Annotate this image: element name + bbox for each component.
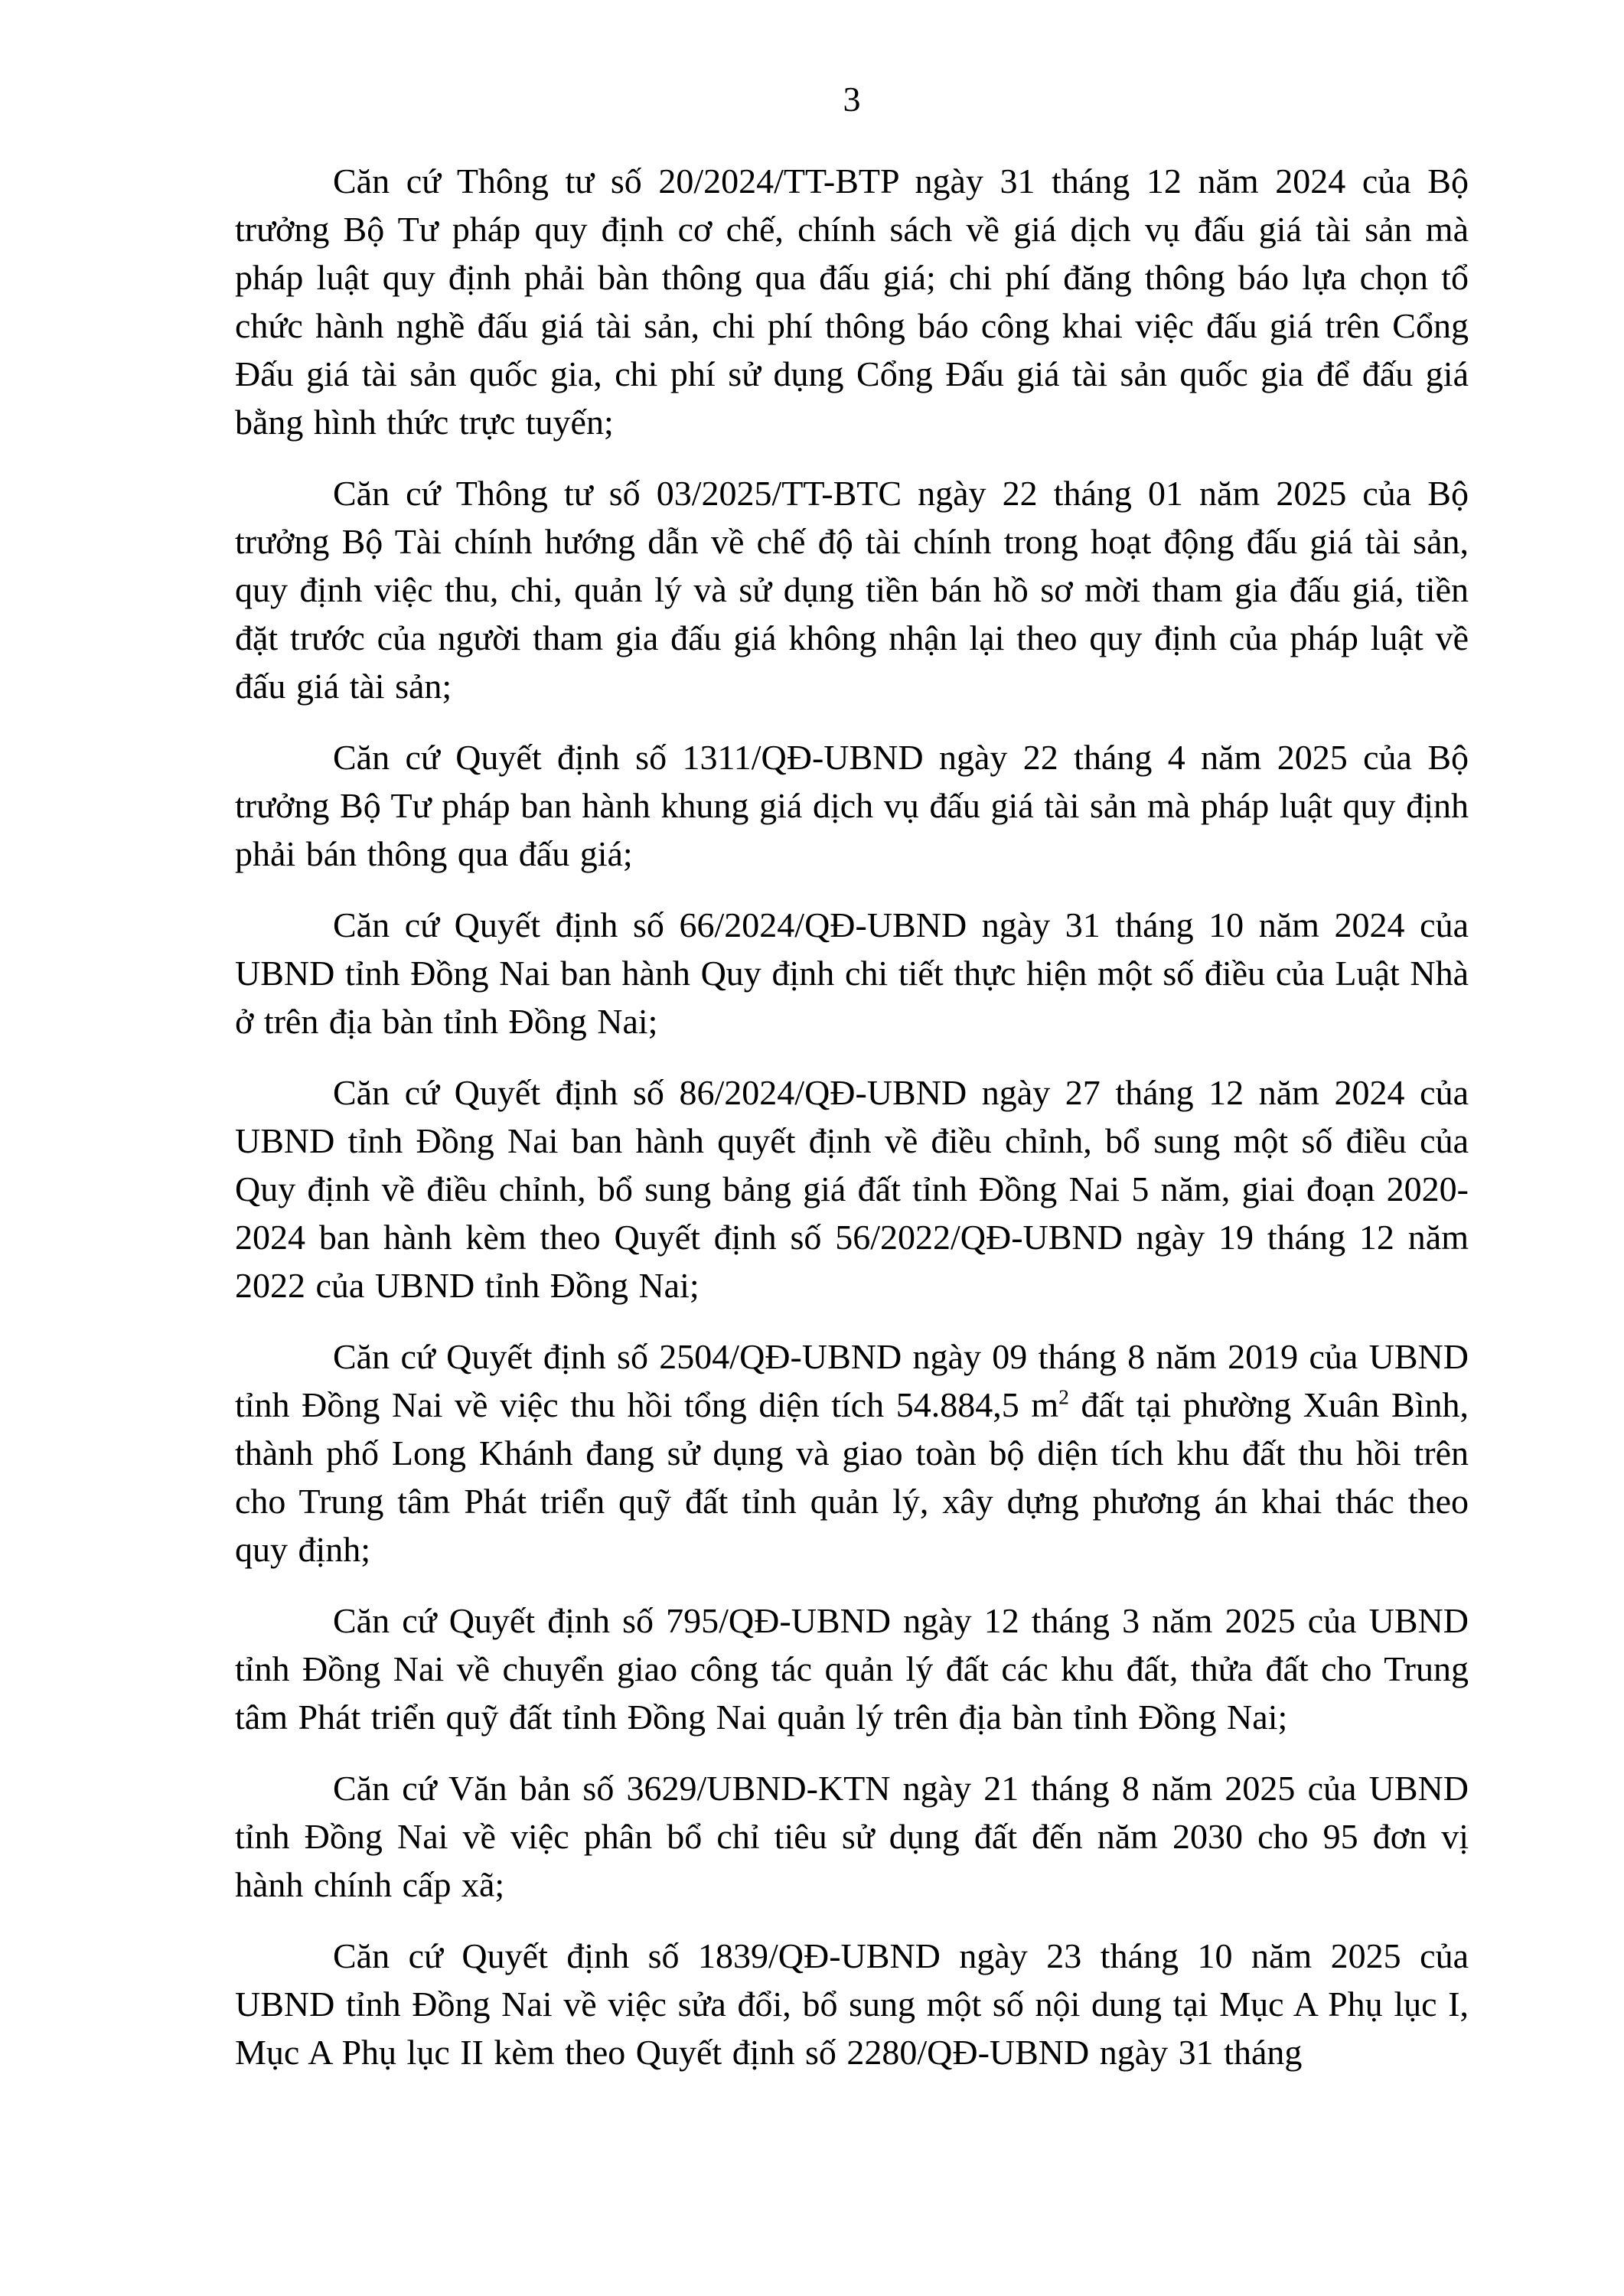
- paragraph: [235, 1332, 1469, 1574]
- paragraph: [235, 1596, 1469, 1741]
- text-run: Căn cứ Quyết định số 1311/QĐ-UBND ngày 22 tháng 4 năm 2025 của Bộ trưởng Bộ Tư pháp ban hành khung giá dịch vụ đấu giá tài sản mà pháp luật quy định phải bán thông qua đấu giá;: [235, 738, 1469, 873]
- text-run: Căn cứ Quyết định số 2504/QĐ-UBND ngày 09 tháng 8 năm 2019 của UBND tỉnh Đồng Nai về việc thu hồi tổng diện tích 54.884,5 m: [235, 1337, 1469, 1424]
- page-number: 3: [843, 80, 861, 119]
- document-body: [235, 157, 1469, 2076]
- paragraph: [235, 1932, 1469, 2076]
- paragraph: [235, 733, 1469, 878]
- text-run: đất tại phường Xuân Bình, thành phố Long Khánh đang sử dụng và giao toàn bộ diện tích khu đất thu hồi trên cho Trung tâm Phát triển quỹ đất tỉnh quản lý, xây dựng phương án khai thác theo quy định;: [235, 1385, 1469, 1569]
- text-run: Căn cứ Thông tư số 20/2024/TT-BTP ngày 31 tháng 12 năm 2024 của Bộ trưởng Bộ Tư pháp quy định cơ chế, chính sách về giá dịch vụ đấu giá tài sản mà pháp luật quy định phải bàn thông qua đấu giá; chi phí đăng thông báo lựa chọn tổ chức hành nghề đấu giá tài sản, chi phí thông báo công khai việc đấu giá trên Cổng Đấu giá tài sản quốc gia, chi phí sử dụng Cổng Đấu giá tài sản quốc gia để đấu giá bằng hình thức trực tuyến;: [235, 161, 1469, 442]
- text-block: [235, 75, 1469, 2076]
- paragraph: [235, 1764, 1469, 1909]
- text-run: Căn cứ Quyết định số 1839/QĐ-UBND ngày 23 tháng 10 năm 2025 của UBND tỉnh Đồng Nai về việc sửa đổi, bổ sung một số nội dung tại Mục A Phụ lục I, Mục A Phụ lục II kèm theo Quyết định số 2280/QĐ-UBND ngày 31 tháng: [235, 1936, 1469, 2072]
- paragraph: [235, 469, 1469, 710]
- text-run: Căn cứ Thông tư số 03/2025/TT-BTC ngày 22 tháng 01 năm 2025 của Bộ trưởng Bộ Tài chính hướng dẫn về chế độ tài chính trong hoạt động đấu giá tài sản, quy định việc thu, chi, quản lý và sử dụng tiền bán hồ sơ mời tham gia đấu giá, tiền đặt trước của người tham gia đấu giá không nhận lại theo quy định của pháp luật về đấu giá tài sản;: [235, 474, 1469, 706]
- paragraph: [235, 901, 1469, 1045]
- superscript: 2: [1058, 1384, 1069, 1409]
- paragraph: [235, 157, 1469, 446]
- text-run: Căn cứ Văn bản số 3629/UBND-KTN ngày 21 tháng 8 năm 2025 của UBND tỉnh Đồng Nai về việc phân bổ chỉ tiêu sử dụng đất đến năm 2030 cho 95 đơn vị hành chính cấp xã;: [235, 1769, 1469, 1904]
- text-run: Căn cứ Quyết định số 795/QĐ-UBND ngày 12 tháng 3 năm 2025 của UBND tỉnh Đồng Nai về chuyển giao công tác quản lý đất các khu đất, thửa đất cho Trung tâm Phát triển quỹ đất tỉnh Đồng Nai quản lý trên địa bàn tỉnh Đồng Nai;: [235, 1601, 1469, 1737]
- text-run: Căn cứ Quyết định số 66/2024/QĐ-UBND ngày 31 tháng 10 năm 2024 của UBND tỉnh Đồng Nai ban hành Quy định chi tiết thực hiện một số điều của Luật Nhà ở trên địa bàn tỉnh Đồng Nai;: [235, 905, 1469, 1041]
- paragraph: [235, 1068, 1469, 1309]
- text-run: Căn cứ Quyết định số 86/2024/QĐ-UBND ngày 27 tháng 12 năm 2024 của UBND tỉnh Đồng Nai ban hành quyết định về điều chỉnh, bổ sung một số điều của Quy định về điều chỉnh, bổ sung bảng giá đất tỉnh Đồng Nai 5 năm, giai đoạn 2020-2024 ban hành kèm theo Quyết định số 56/2022/QĐ-UBND ngày 19 tháng 12 năm 2022 của UBND tỉnh Đồng Nai;: [235, 1073, 1469, 1305]
